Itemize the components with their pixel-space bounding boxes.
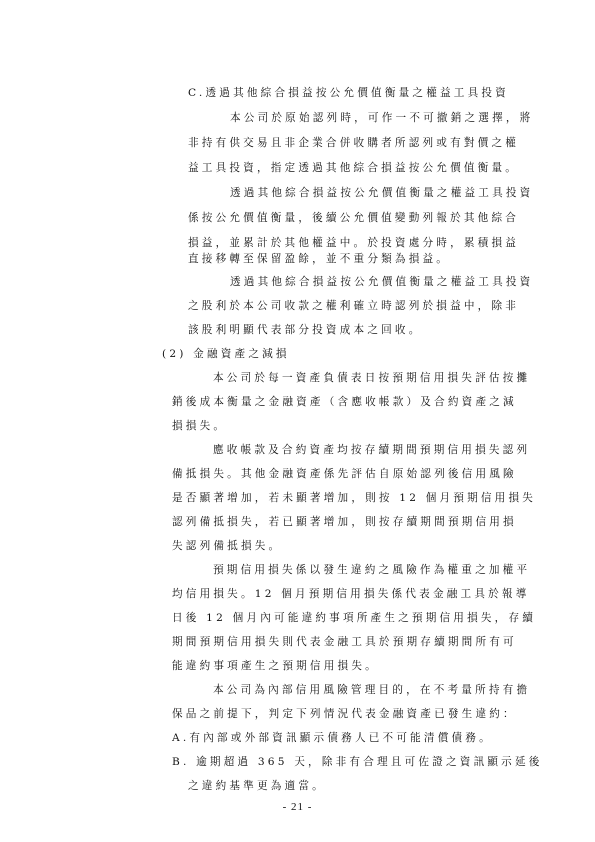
paragraph-line: 應收帳款及合約資產均按存續期間預期信用損失認列 <box>213 444 531 456</box>
paragraph-line: 銷後成本衡量之金融資產（含應收帳款）及合約資產之減 <box>172 396 517 408</box>
paragraph-line: 係按公允價值衡量，後續公允價值變動列報於其他綜合 <box>188 212 520 224</box>
paragraph-line: 非持有供交易且非企業合併收購者所認列或有對價之權 <box>188 137 520 149</box>
paragraph-line: 能違約事項產生之預期信用損失。 <box>172 660 379 672</box>
paragraph-line: 透過其他綜合損益按公允價值衡量之權益工具投資 <box>230 187 534 199</box>
paragraph-line: 直接移轉至保留盈餘，並不重分類為損益。 <box>188 253 451 265</box>
paragraph-line: 保品之前提下，判定下列情況代表金融資產已發生違約： <box>172 708 517 720</box>
paragraph-line: 之股利於本公司收款之權利確立時認列於損益中，除非 <box>188 300 520 312</box>
paragraph-line: 益工具投資，指定透過其他綜合損益按公允價值衡量。 <box>188 162 520 174</box>
paragraph-line: 本公司為內部信用風險管理目的，在不考量所持有擔 <box>213 684 531 696</box>
paragraph-line: 本公司於原始認列時，可作一不可撤銷之選擇，將 <box>230 112 534 124</box>
list-item-b: B. 逾期超過 365 天，除非有合理且可佐證之資訊顯示延後 <box>172 756 543 768</box>
paragraph-line: 本公司於每一資產負債表日按預期信用損失評估按攤 <box>213 372 531 384</box>
paragraph-line: 失認列備抵損失。 <box>172 540 283 552</box>
heading-fvoci-equity: C.透過其他綜合損益按公允價值衡量之權益工具投資 <box>188 87 509 99</box>
paragraph-line: 備抵損失。其他金融資產係先評估自原始認列後信用風險 <box>172 468 517 480</box>
paragraph-line: 是否顯著增加，若未顯著增加，則按 12 個月預期信用損失 <box>172 492 537 504</box>
paragraph-line: 透過其他綜合損益按公允價值衡量之權益工具投資 <box>230 276 534 288</box>
paragraph-line: 認列備抵損失，若已顯著增加，則按存續期間預期信用損 <box>172 516 517 528</box>
paragraph-line: 該股利明顯代表部分投資成本之回收。 <box>188 324 423 336</box>
paragraph-line: 預期信用損失係以發生違約之風險作為權重之加權平 <box>213 564 531 576</box>
paragraph-line: 日後 12 個月內可能違約事項所產生之預期信用損失，存續 <box>172 612 537 624</box>
paragraph-line: 損益，並累計於其他權益中。於投資處分時，累積損益 <box>188 237 520 249</box>
paragraph-line: 均信用損失。12 個月預期信用損失係代表金融工具於報導 <box>172 588 530 600</box>
heading-impairment: (2) 金融資產之減損 <box>162 348 290 360</box>
list-item-a: A.有內部或外部資訊顯示債務人已不可能清償債務。 <box>172 732 493 744</box>
page-number: - 21 - <box>282 801 313 813</box>
paragraph-line: 期間預期信用損失則代表金融工具於預期存續期間所有可 <box>172 636 517 648</box>
paragraph-line: 損損失。 <box>172 420 228 432</box>
list-item-b-continuation: 之違約基準更為適當。 <box>188 780 326 792</box>
